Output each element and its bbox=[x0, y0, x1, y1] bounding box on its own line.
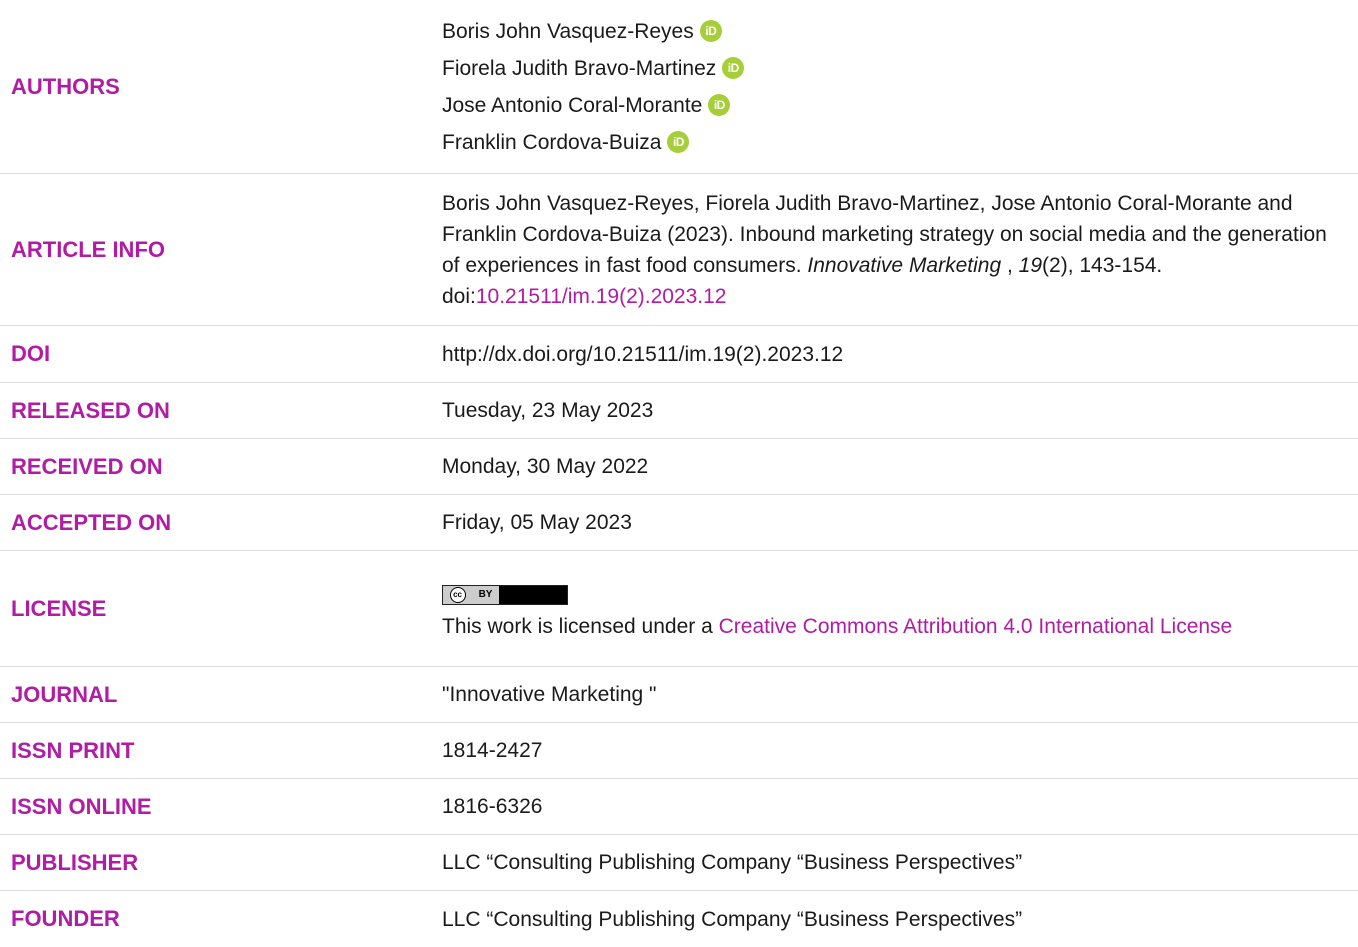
article-info-label: ARTICLE INFO bbox=[11, 236, 165, 262]
author-name[interactable]: Franklin Cordova-Buiza bbox=[442, 130, 662, 154]
cc-by-badge-icon[interactable] bbox=[442, 585, 568, 605]
authors-label: AUTHORS bbox=[11, 73, 120, 99]
released-on-value: Tuesday, 23 May 2023 bbox=[442, 399, 654, 422]
orcid-icon[interactable]: iD bbox=[708, 94, 730, 116]
orcid-icon[interactable]: iD bbox=[667, 131, 689, 153]
row-issn-print bbox=[0, 723, 1358, 779]
row-doi bbox=[0, 326, 1358, 383]
row-authors bbox=[0, 0, 1358, 174]
orcid-icon[interactable]: iD bbox=[700, 20, 722, 42]
accepted-on-label: ACCEPTED ON bbox=[11, 509, 172, 535]
row-founder bbox=[0, 891, 1358, 947]
founder-label: FOUNDER bbox=[11, 906, 120, 931]
author-item bbox=[442, 50, 1338, 87]
accepted-on-value: Friday, 05 May 2023 bbox=[442, 511, 632, 534]
orcid-icon[interactable]: iD bbox=[722, 57, 744, 79]
released-on-label: RELEASED ON bbox=[11, 397, 170, 423]
publisher-value: LLC “Consulting Publishing Company “Business Perspectives” bbox=[442, 851, 1023, 874]
citation-separator: , bbox=[1001, 253, 1019, 277]
citation-doi-link[interactable]: 10.21511/im.19(2).2023.12 bbox=[475, 284, 727, 308]
row-released-on bbox=[0, 383, 1358, 439]
article-citation bbox=[442, 188, 1358, 312]
author-name[interactable]: Fiorela Judith Bravo-Martinez bbox=[442, 56, 717, 80]
row-issn-online bbox=[0, 779, 1358, 835]
journal-label: JOURNAL bbox=[11, 681, 118, 707]
author-item bbox=[442, 124, 1338, 161]
license-link[interactable]: Creative Commons Attribution 4.0 International License bbox=[718, 614, 1233, 638]
authors-list bbox=[442, 13, 1358, 161]
publisher-label: PUBLISHER bbox=[11, 849, 139, 875]
citation-text: Boris John Vasquez-Reyes, Fiorela Judith Bravo-Martinez, Jose Antonio Coral-Morante and Franklin Cordova-Buiza (2023). Inbound marketing strategy on social media and the generation of experiences in fast food consumers. bbox=[442, 191, 1327, 277]
row-received-on bbox=[0, 439, 1358, 495]
doi-value: http://dx.doi.org/10.21511/im.19(2).2023.12 bbox=[442, 342, 844, 366]
issn-print-label: ISSN PRINT bbox=[11, 737, 135, 763]
row-license bbox=[0, 551, 1358, 667]
row-accepted-on bbox=[0, 495, 1358, 551]
citation-issue-pages: (2), 143-154. doi: bbox=[442, 253, 1163, 308]
license-content bbox=[442, 575, 1358, 642]
license-prefix: This work is licensed under a bbox=[442, 614, 719, 638]
row-journal bbox=[0, 667, 1358, 723]
cc-icon: cc bbox=[450, 587, 466, 603]
issn-print-value: 1814-2427 bbox=[442, 739, 543, 762]
issn-online-value: 1816-6326 bbox=[442, 795, 543, 818]
received-on-label: RECEIVED ON bbox=[11, 453, 163, 479]
citation-journal: Innovative Marketing bbox=[807, 253, 1002, 277]
license-label: LICENSE bbox=[11, 595, 107, 621]
journal-value: "Innovative Marketing " bbox=[442, 683, 657, 706]
row-publisher bbox=[0, 835, 1358, 891]
row-article-info bbox=[0, 174, 1358, 326]
issn-online-label: ISSN ONLINE bbox=[11, 793, 152, 819]
author-name[interactable]: Boris John Vasquez-Reyes bbox=[442, 19, 694, 43]
doi-label: DOI bbox=[11, 341, 51, 366]
by-label: BY bbox=[478, 589, 493, 601]
author-item bbox=[442, 87, 1338, 124]
received-on-value: Monday, 30 May 2022 bbox=[442, 455, 649, 478]
author-item bbox=[442, 13, 1338, 50]
author-name[interactable]: Jose Antonio Coral-Morante bbox=[442, 93, 703, 117]
citation-volume: 19 bbox=[1018, 253, 1043, 277]
founder-value: LLC “Consulting Publishing Company “Business Perspectives” bbox=[442, 907, 1023, 931]
license-text bbox=[442, 611, 1338, 642]
